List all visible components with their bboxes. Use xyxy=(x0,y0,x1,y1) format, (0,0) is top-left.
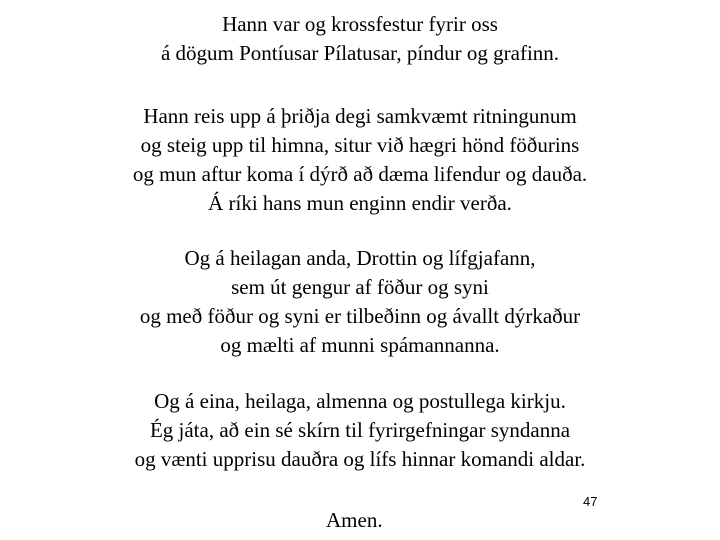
text-line: Hann reis upp á þriðja degi samkvæmt ritningunum xyxy=(143,104,577,128)
page-number: 47 xyxy=(583,494,598,509)
text-line: og steig upp til himna, situr við hægri hönd föðurins xyxy=(140,133,580,157)
text-line: Hann var og krossfestur fyrir oss xyxy=(222,12,498,36)
text-line: og mælti af munni spámannanna. xyxy=(220,333,500,357)
closing-amen: Amen. xyxy=(326,508,383,532)
text-line: Og á heilagan anda, Drottin og lífgjafann, xyxy=(184,246,536,270)
text-line: og með föður og syni er tilbeðinn og ávallt dýrkaður xyxy=(139,304,581,328)
text-line: og mun aftur koma í dýrð að dæma lifendur og dauða. xyxy=(132,162,588,186)
text-line: sem út gengur af föður og syni xyxy=(231,275,489,299)
text-line: á dögum Pontíusar Pílatusar, píndur og grafinn. xyxy=(160,41,560,65)
stanza-crucifixion xyxy=(0,10,720,68)
text-line: Og á eina, heilaga, almenna og postullega kirkju. xyxy=(154,389,566,413)
stanza-church xyxy=(0,387,720,474)
text-line: Ég játa, að ein sé skírn til fyrirgefningar syndanna xyxy=(149,418,571,442)
stanza-resurrection xyxy=(0,102,720,218)
text-line: Á ríki hans mun enginn endir verða. xyxy=(208,191,512,215)
text-line: og vænti upprisu dauðra og lífs hinnar komandi aldar. xyxy=(134,447,586,471)
stanza-holy-spirit xyxy=(0,244,720,360)
